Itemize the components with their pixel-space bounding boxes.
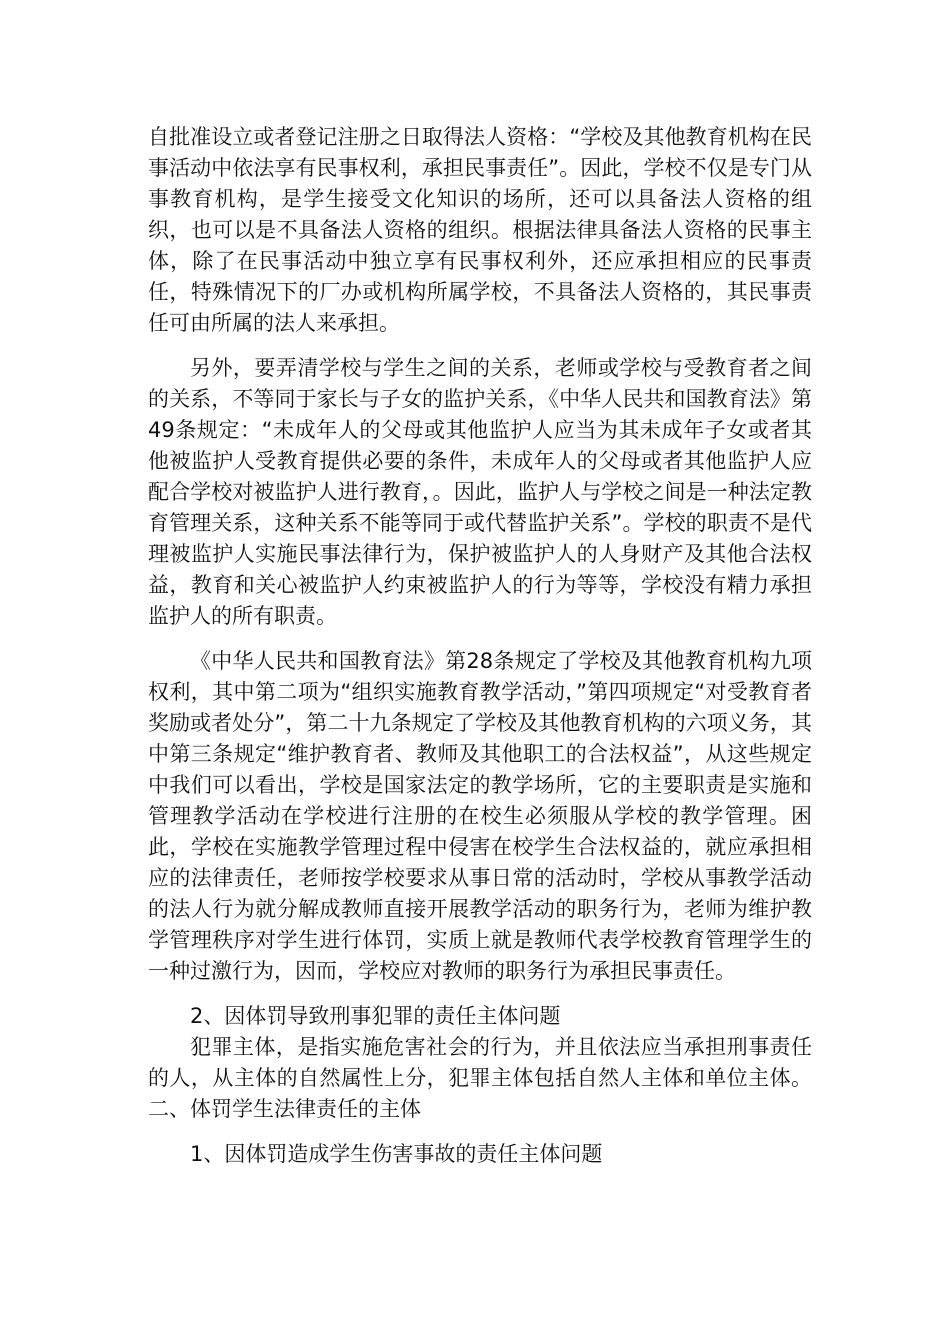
document-body (148, 122, 812, 1170)
paragraph-guardianship-relation: 另外，要弄清学校与学生之间的关系，老师或学校与受教育者之间的关系，不等同于家长与子女的监护关系，《中华人民共和国教育法》第49条规定：“未成年人的父母或其他监护人应当为其未成年子女或者其他被监护人受教育提供必要的条件，未成年人的父母或者其他监护人应配合学校对被监护人进行教育，。因此，监护人与学校之间是一种法定教育管理关系，这种关系不能等同于或代替监护关系”。学校的职责不是代理被监护人实施民事法律行为，保护被监护人的人身财产及其他合法权益，教育和关心被监护人约束被监护人的行为等等，学校没有精力承担监护人的所有职责。 (148, 356, 812, 628)
section-heading-injury-liability: 1、因体罚造成学生伤害事故的责任主体问题 (190, 1142, 603, 1166)
paragraph-criminal-subject: 犯罪主体，是指实施危害社会的行为，并且依法应当承担刑事责任的人，从主体的自然属性上分，犯罪主体包括自然人主体和单位主体。二、体罚学生法律责任的主体 (148, 1035, 812, 1121)
section-heading-criminal-liability: 2、因体罚导致刑事犯罪的责任主体问题 (190, 1004, 561, 1028)
paragraph-legal-person-status: 自批准设立或者登记注册之日取得法人资格：“学校及其他教育机构在民事活动中依法享有民事权利，承担民事责任”。因此，学校不仅是专门从事教育机构，是学生接受文化知识的场所，还可以具备法人资格的组织，也可以是不具备法人资格的组织。根据法律具备法人资格的民事主体，除了在民事活动中独立享有民事权利外，还应承担相应的民事责任，特殊情况下的厂办或机构所属学校，不具备法人资格的，其民事责任可由所属的法人来承担。 (148, 125, 812, 335)
paragraph-education-law-article-28: 《中华人民共和国教育法》第28条规定了学校及其他教育机构九项权利，其中第二项为“组织实施教育教学活动，”第四项规定“对受教育者奖励或者处分”，第二十九条规定了学校及其他教育机构的六项义务，其中第三条规定“维护教育者、教师及其他职工的合法权益”，从这些规定中我们可以看出，学校是国家法定的教学场所，它的主要职责是实施和管理教学活动在学校进行注册的在校生必须服从学校的教学管理。困此，学校在实施教学管理过程中侵害在校学生合法权益的，就应承担相应的法律责任，老师按学校要求从事日常的活动时，学校从事教学活动的法人行为就分解成教师直接开展教学活动的职务行为，老师为维护教学管理秩序对学生进行体罚，实质上就是教师代表学校教育管理学生的一种过激行为，因而，学校应对教师的职务行为承担民事责任。 (148, 649, 812, 983)
